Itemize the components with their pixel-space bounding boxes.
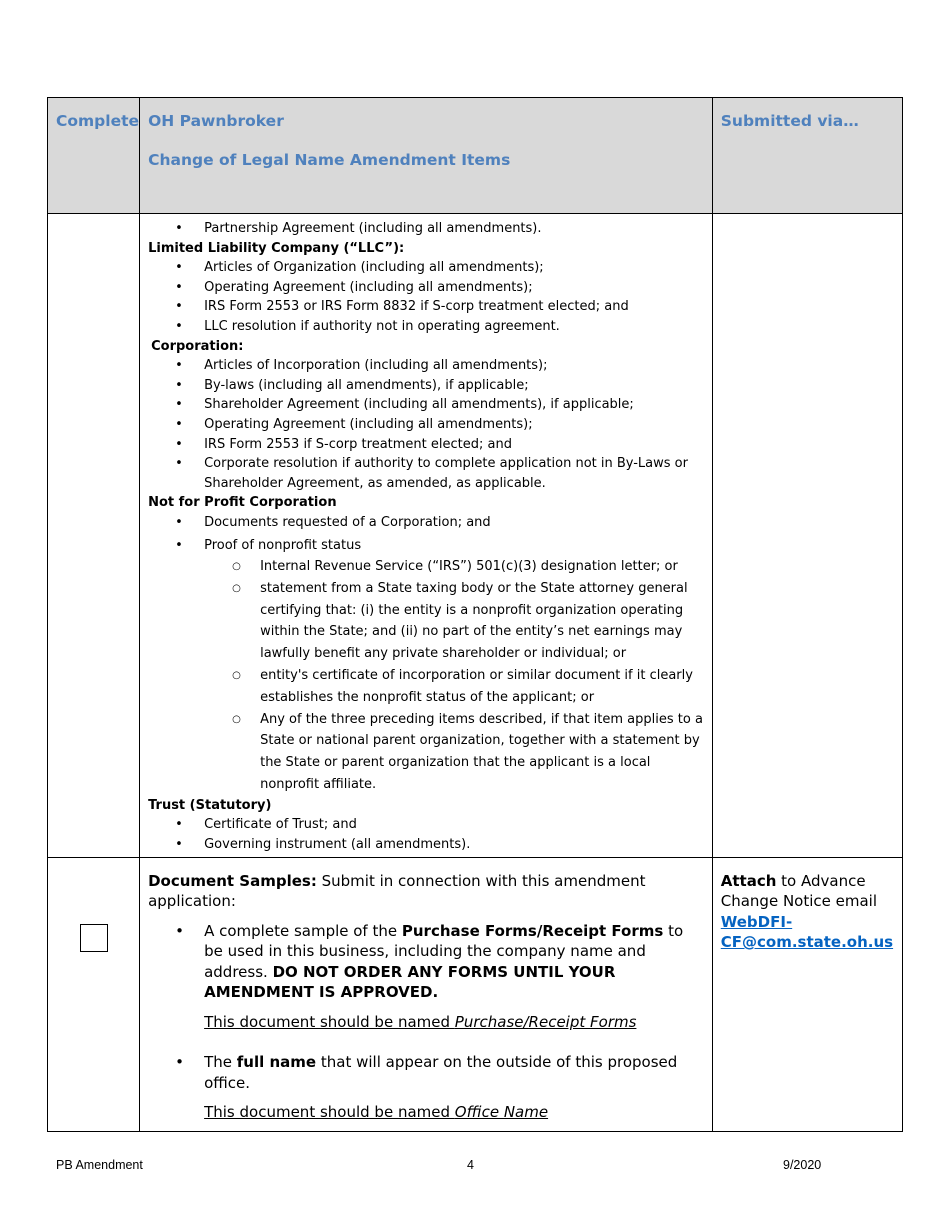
list-item: • Proof of nonprofit status <box>148 536 704 556</box>
page-number: 4 <box>467 1158 474 1172</box>
submitted-via-cell-empty <box>712 214 902 858</box>
list-item: • Certificate of Trust; and <box>148 815 704 835</box>
list-item: • Shareholder Agreement (including all amendments), if applicable; <box>148 395 704 415</box>
item2-bold: full name <box>236 1053 317 1072</box>
item1-warning: DO NOT ORDER ANY FORMS UNTIL YOUR AMENDMENT IS APPROVED. <box>204 962 616 1002</box>
item2-text: The <box>204 1053 237 1072</box>
item2-naming <box>148 1102 704 1123</box>
list-item: • IRS Form 2553 or IRS Form 8832 if S-corp treatment elected; and <box>148 297 704 317</box>
list-item <box>148 921 704 1003</box>
sub-list-item: ○ entity's certificate of incorporation or similar document if it clearly establishes the nonprofit status of the applicant; or <box>148 665 704 709</box>
naming-prefix: This document should be named <box>204 1012 455 1031</box>
document-samples-intro <box>148 871 704 912</box>
document-samples-cell <box>140 857 713 1131</box>
list-item: • By-laws (including all amendments), if applicable; <box>148 376 704 396</box>
amendment-items-table <box>47 97 903 1132</box>
header-subtitle: Change of Legal Name Amendment Items <box>148 151 511 169</box>
naming-value: Purchase/Receipt Forms <box>454 1012 637 1031</box>
complete-checkbox[interactable] <box>80 924 108 952</box>
corporation-heading: Corporation: <box>151 338 244 354</box>
table-header-row <box>48 98 903 214</box>
sub-list-item: ○ Any of the three preceding items described, if that item applies to a State or national parent organization, together with a statement by the State or parent organization that the applicant is a local nonprofit affiliate. <box>148 709 704 796</box>
list-item: • Articles of Organization (including all amendments); <box>148 258 704 278</box>
list-item: • Governing instrument (all amendments). <box>148 835 704 855</box>
list-item: • Corporate resolution if authority to complete application not in By-Laws or Shareholder Agreement, as amended, as applicable. <box>148 454 704 493</box>
header-title: OH Pawnbroker <box>148 112 284 130</box>
not-for-profit-heading: Not for Profit Corporation <box>148 495 337 511</box>
complete-cell-empty <box>48 214 140 858</box>
naming-prefix: This document should be named <box>204 1103 455 1122</box>
submitted-via-cell <box>712 857 902 1131</box>
item1-text-2: to be used in this business, including the company name and address. <box>204 921 684 981</box>
list-item: • Operating Agreement (including all amendments); <box>148 278 704 298</box>
sub-list-item: ○ Internal Revenue Service (“IRS”) 501(c)(3) designation letter; or <box>148 556 704 578</box>
email-link[interactable]: WebDFI-CF@com.state.oh.us <box>720 912 894 952</box>
footer-date: 9/2020 <box>783 1158 822 1172</box>
intro-text: Submit in connection with this amendment application: <box>148 871 646 911</box>
item1-text: A complete sample of the <box>204 921 402 940</box>
entity-documents-cell <box>140 214 713 858</box>
list-item: • Partnership Agreement (including all amendments). <box>148 219 704 239</box>
item1-bold: Purchase Forms/Receipt Forms <box>401 921 664 940</box>
list-item: • Articles of Incorporation (including all amendments); <box>148 356 704 376</box>
trust-heading: Trust (Statutory) <box>148 797 272 813</box>
attach-label: Attach <box>720 871 777 890</box>
document-samples-row <box>48 857 903 1131</box>
footer-left: PB Amendment <box>56 1158 143 1172</box>
list-item: • Documents requested of a Corporation; and <box>148 513 704 533</box>
intro-label: Document Samples: <box>148 871 317 890</box>
complete-cell <box>48 857 140 1131</box>
attach-text: to Advance Change Notice email <box>720 871 878 911</box>
list-item <box>148 1052 704 1093</box>
naming-value: Office Name <box>454 1103 549 1122</box>
llc-heading: Limited Liability Company (“LLC”): <box>148 240 405 256</box>
item1-naming <box>148 1012 704 1033</box>
header-submitted-via: Submitted via… <box>720 112 859 130</box>
list-item: • IRS Form 2553 if S-corp treatment elected; and <box>148 435 704 455</box>
sub-list-item: ○ statement from a State taxing body or the State attorney general certifying that: (i) the entity is a nonprofit organization operating within the State; and (ii) no part of the entity’s net earnings may lawfully benefit any private shareholder or individual; or <box>148 578 704 665</box>
item2-text-2: that will appear on the outside of this proposed office. <box>204 1053 678 1092</box>
list-item: • LLC resolution if authority not in operating agreement. <box>148 317 704 337</box>
header-complete: Complete <box>56 112 140 130</box>
entity-documents-row <box>48 214 903 858</box>
list-item: • Operating Agreement (including all amendments); <box>148 415 704 435</box>
